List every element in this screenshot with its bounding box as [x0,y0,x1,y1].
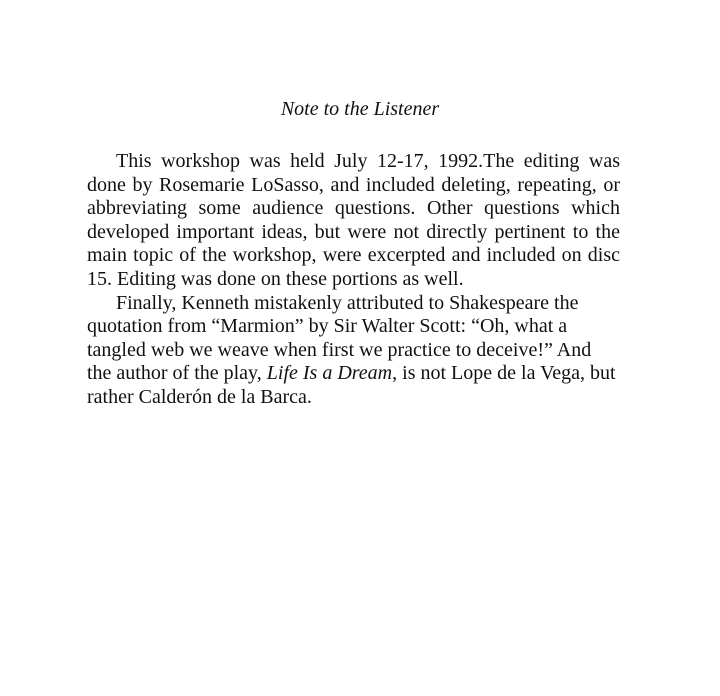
corrections-line-4 [87,362,620,386]
paragraph-workshop-note: This workshop was held July 12-17, 1992.The editing was done by Rosemarie LoSasso, and included deleting, repeating, or abbreviating some audience questions. Other questions which developed important ideas, but were not directly pertinent to the main topic of the workshop, were excerpted and included on disc 15. Editing was done on these portions as well. [87,150,620,290]
corrections-line-5: rather Calderón de la Barca. [87,385,312,408]
line4-text-after: , is not Lope de la Vega, but [392,362,616,385]
paragraph-corrections [87,292,620,410]
page-title: Note to the Listener [280,98,440,120]
corrections-line-2: quotation from “Marmion” by Sir Walter Scott: “Oh, what a [87,315,568,338]
line4-text-before: the author of the play, [87,362,267,385]
corrections-line-3: tangled web we weave when first we practice to deceive!” And [87,338,592,361]
play-title: Life Is a Dream [266,362,393,385]
body-text [87,150,620,410]
corrections-line-1: Finally, Kenneth mistakenly attributed to Shakespeare the [116,291,579,314]
